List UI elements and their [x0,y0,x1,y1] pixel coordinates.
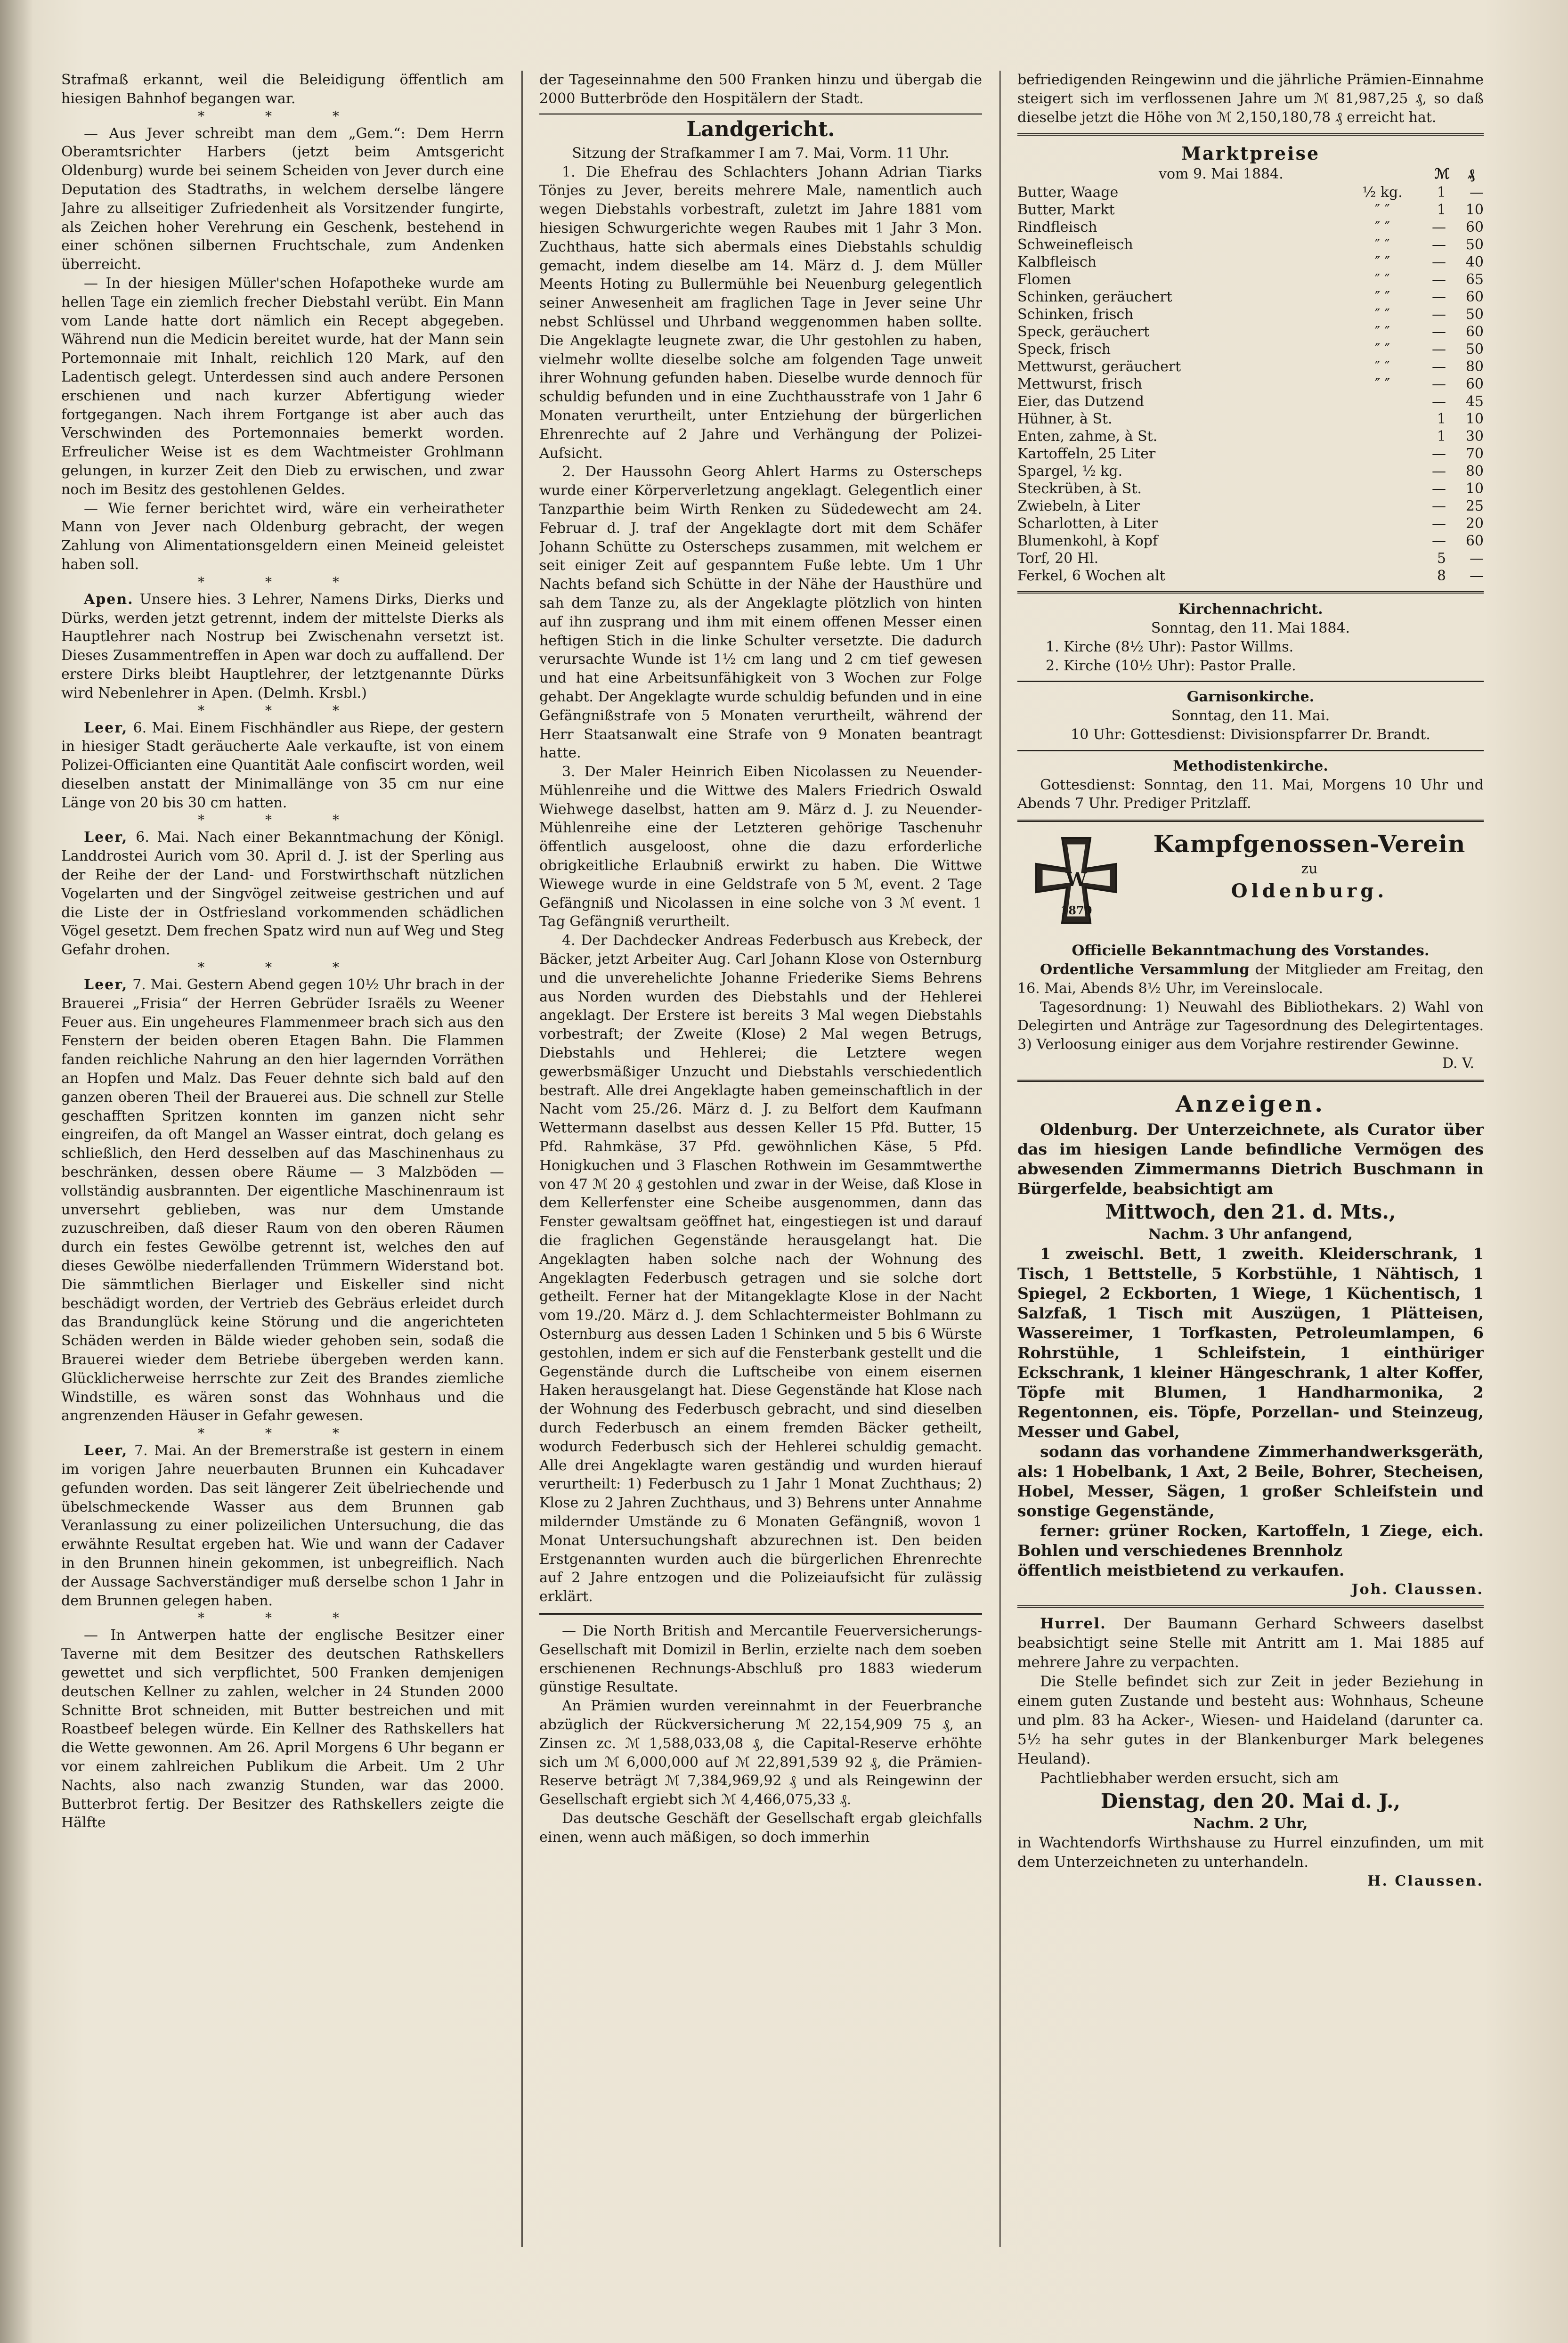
price-unit: ″ ″ [1375,358,1390,375]
column-rule [999,71,1001,2247]
pfennig-header: ₰ [1467,166,1475,183]
price-unit: ″ ″ [1375,376,1390,393]
price-mark: — [1432,498,1446,515]
price-unit: ″ ″ [1375,306,1390,323]
price-row [1017,532,1484,550]
price-item: Blumenkohl, à Kopf [1017,533,1158,550]
price-row [1017,375,1484,393]
article-leer-fire [61,976,504,1425]
price-row [1017,184,1484,201]
price-unit [1357,550,1408,567]
section-separator: * * * [198,108,367,124]
price-row [1017,253,1484,271]
insurance-article: — Die North British and Mercantile Feuerversicherungs-Gesellschaft mit Domizil in Berlin, erzielte nach dem soeben erschienenen Rechnungs-Abschluß pro 1883 wiederum günstige Resultate. [539,1622,982,1696]
section-separator: * * * [198,1610,367,1626]
article-leer-well [61,1441,504,1610]
price-pfennig: 45 [1465,393,1484,410]
cross-letter: W [1065,869,1087,891]
price-item: Speck, geräuchert [1017,324,1150,341]
price-item: Hühner, à St. [1017,411,1113,428]
price-item: Schweinefleisch [1017,236,1133,253]
price-pfennig: 60 [1465,533,1484,550]
price-row [1017,219,1484,236]
price-mark: — [1432,254,1446,271]
price-row [1017,393,1484,410]
price-mark: — [1432,324,1446,341]
price-pfennig: 50 [1465,236,1484,253]
price-item: Ferkel, 6 Wochen alt [1017,568,1165,585]
price-item: Steckrüben, à St. [1017,480,1142,497]
price-row [1017,288,1484,306]
ad2-text [1017,1614,1484,1672]
price-row [1017,323,1484,341]
iron-cross-icon [1017,829,1135,942]
methodist-title: Methodistenkirche. [1173,757,1328,774]
court-case-2: 2. Der Haussohn Georg Ahlert Harms zu Osterscheps wurde einer Körperverletzung angeklagt. Gelegentlich einer Tanzparthie beim Wirth Renken zu Südedewecht am 24. Februar d. J. traf der Angeklagte dort mit dem Schäfer Johann Schütte zu Osterscheps zusammen, mit welchem er seit einiger Zeit auf gespanntem Fuße lebte. Um 1 Uhr Nachts befand sich Schütte in der Nähe der Hausthüre und sah dem Tanze zu, als der Angeklagte plötzlich von hinten auf ihn zusprang und ihm mit einem offenen Messer einen heftigen Stich in die linke Schulter versetzte. Die dadurch verursachte Wunde ist 1½ cm lang und 2 cm tief gewesen und hat eine Arbeitsunfähigkeit von 3 Wochen zur Folge gehabt. Der Angeklagte wurde schuldig befunden und in eine Gefängnißstrafe von 5 Monaten verurtheilt, während der Herr Staatsanwalt eine Strafe von 9 Monaten beantragt hatte. [539,464,982,762]
article-text: Strafmaß erkannt, weil die Beleidigung öffentlich am hiesigen Bahnhof begangen war. [61,72,504,107]
price-item: Mettwurst, geräuchert [1017,358,1181,375]
price-row [1017,567,1484,585]
market-title: Marktpreise [1181,143,1320,164]
ad2-time: Nachm. 2 Uhr, [1193,1815,1308,1832]
price-row [1017,201,1484,219]
section-separator: * * * [198,1425,367,1441]
price-pfennig: 20 [1465,515,1484,532]
article-text: 6. Mai. Einem Fischhändler aus Riepe, der gestern in hiesiger Stadt geräucherte Aale verkaufte, ist von einem Polizei-Officianten eine Quantität Aale confiscirt worden, weil dieselben anstatt der Minimallänge von 35 cm nur eine Länge von 20 bis 30 cm hatten. [61,719,504,811]
price-mark: — [1432,480,1446,497]
source-note: (Delmh. Krsbl.) [257,684,367,701]
price-unit [1357,515,1408,532]
ad2-date: Dienstag, den 20. Mai d. J., [1100,1790,1401,1813]
court-case-3: 3. Der Maler Heinrich Eiben Nicolassen zu Neuender-Mühlenreihe und die Wittwe des Malers Friedrich Oswald Wiehwege daselbst, hatten am 9. März d. J. zu Neuender-Mühlenreihe eine der Letzteren gehörige Taschenuhr öffentlich ausgeloost, ohne die dazu erforderliche obrigkeitliche Erlaubniß erwirkt zu haben. Die Wittwe Wiewege wurde in eine Geldstrafe von 5 ℳ, event. 2 Tage Gefängniß und Nicolassen in eine solche von 3 ℳ event. 1 Tag Gefängniß verurtheilt. [539,764,982,930]
ad2-location: in Wachtendorfs Wirthshause zu Hurrel einzufinden, um mit dem Unterzeichneten zu unterhandeln. [1017,1834,1484,1871]
price-item: Flomen [1017,271,1071,288]
article-theft: — In der hiesigen Müller'schen Hofapotheke wurde am hellen Tage ein ziemlich frecher Diebstahl verübt. Ein Mann vom Lande hatte dort nämlich ein Recept abgegeben. Während nun die Medicin bereitet wurde, hat der Mann sein Portemonnaie mit Inhalt, reichlich 120 Mark, auf den Ladentisch gelegt. Unterdessen sind auch andere Personen erschienen und nach kurzer Abfertigung wieder fortgegangen. Nach ihrem Fortgange ist aber auch das Verschwinden des Portemonnaies bemerkt worden. Erfreulicher Weise ist es dem Wachtmeister Grohlmann gelungen, in kurzer Zeit den Dieb zu erwischen, und zwar noch im Besitz des gestohlenen Geldes. [61,275,504,498]
price-mark: — [1432,376,1446,393]
price-unit [1357,532,1408,550]
price-item: Mettwurst, frisch [1017,376,1143,393]
price-unit [1357,480,1408,497]
ads-title: Anzeigen. [1176,1090,1325,1117]
ad1-time: Nachm. 3 Uhr anfangend, [1148,1226,1353,1243]
price-item: Eier, das Dutzend [1017,393,1144,410]
currency-headers [1435,165,1484,184]
article-text: Unsere hies. 3 Lehrer, Namens Dirks, Dierks und Dürks, werden jetzt getrennt, indem der mittelste Dierks als Hauptlehrer nach Nostrup bei Zwischenahn versetzt ist. Dieses Zusammentreffen in Apen war doch zu auffallend. Der erstere Dirks bleibt Hauptlehrer, der letztgenannte Dürks wird Nebenlehrer in Apen. [61,591,504,701]
price-row [1017,341,1484,358]
price-item: Kartoffeln, 25 Liter [1017,446,1156,463]
club-zu: zu [1301,861,1318,878]
price-mark: — [1432,306,1446,323]
ad1-more: ferner: grüner Rocken, Kartoffeln, 1 Ziege, eich. Bohlen und verschiedenes Brennholz [1017,1521,1484,1560]
divider [1017,1605,1484,1608]
price-pfennig: 10 [1465,202,1484,219]
article-leer-eels [61,719,504,813]
divider [1017,681,1484,682]
price-item: Speck, frisch [1017,341,1111,358]
ad1-end: öffentlich meistbietend zu verkaufen. [1017,1561,1345,1579]
price-mark: 1 [1437,411,1446,428]
price-mark: — [1432,341,1446,358]
article-text: befriedigenden Reingewinn und die jährliche Prämien-Einnahme steigert sich im verflossenen Jahre um ℳ 81,987,25 ₰, so daß dieselbe jetzt die Höhe von ℳ 2,150,180,78 ₰ erreicht hat. [1017,72,1484,126]
price-unit: ″ ″ [1375,236,1390,253]
ad2-invite: Pachtliebhaber werden ersucht, sich am [1040,1770,1339,1787]
price-row [1017,236,1484,253]
price-pfennig: 80 [1465,358,1484,375]
article-text: 7. Mai. An der Bremerstraße ist gestern in einem im vorigen Jahre neuerbauten Brunnen ein Kuhcadaver gefunden worden. Das seit längerer Zeit übelriechende und übelschmeckende Wasser aus dem Brunnen gab Veranlassung zu einer polizeilichen Untersuchung, die das erwähnte Resultat ergeben hat. Wie und wann der Cadaver in den Brunnen hinein gekommen, ist unbegreiflich. Nach der Aussage Sachverständiger muß derselbe schon 1 Jahr in dem Brunnen gelegen haben. [61,1442,504,1609]
section-heading: Landgericht. [539,113,982,144]
column-3 [1017,71,1484,2332]
club-signature: D. V. [1442,1055,1474,1072]
price-pfennig: 10 [1465,411,1484,428]
price-row [1017,515,1484,532]
price-item: Butter, Markt [1017,202,1115,219]
price-unit [1357,463,1408,480]
church-title: Kirchennachricht. [1178,601,1323,618]
price-mark: — [1432,446,1446,463]
dateline: Leer, [84,719,128,736]
ad1-tools: sodann das vorhandene Zimmerhandwerksgeräth, als: 1 Hobelbank, 1 Axt, 2 Beile, Bohrer, Stecheisen, Hobel, Messer, Sägen, 1 großer Schleifstein und sonstige Gegenstände, [1017,1442,1484,1520]
article-text: 6. Mai. Nach einer Bekanntmachung der Königl. Landdrostei Aurich vom 30. April d. J. ist der Sperling aus der Reihe der der Land- und Forstwirthschaft nützlichen Vogelarten und der Singvögel zeitweise gestrichen und auf die Liste der in Ostfriesland vorkommenden schädlichen Vögel gesetzt. Dem frechen Spatz wird nun auf Weg und Steg Gefahr drohen. [61,829,504,959]
price-mark: 5 [1437,550,1446,567]
price-pfennig: 60 [1465,324,1484,341]
club-title: Kampfgenossen-Verein [1153,830,1466,858]
ad2-body: Der Baumann Gerhard Schweers daselbst beabsichtigt seine Stelle mit Antritt am 1. Mai 1885 auf mehrere Jahre zu verpachten. [1017,1615,1484,1671]
market-price-table [1017,184,1484,585]
ad1-signature: Joh. Claussen. [1351,1581,1484,1598]
price-pfennig: 40 [1465,254,1484,271]
price-unit: ½ kg. [1362,184,1403,201]
methodist-text: Gottesdienst: Sonntag, den 11. Mai, Morgens 10 Uhr und Abends 7 Uhr. Prediger Pritzlaff. [1017,776,1484,812]
dateline: Apen. [84,591,134,608]
price-unit: ″ ″ [1375,254,1390,271]
price-mark: 1 [1437,184,1446,201]
divider [1017,820,1484,822]
price-pfennig: 80 [1465,463,1484,480]
club-meeting-text: der Mitglieder am Freitag, den 16. Mai, Abends 8½ Uhr, im Vereinslocale. [1017,961,1484,997]
garrison-service: 10 Uhr: Gottesdienst: Divisionspfarrer Dr. Brandt. [1071,726,1430,743]
price-item: Enten, zahme, à St. [1017,428,1158,445]
price-row [1017,306,1484,323]
article-text: 7. Mai. Gestern Abend gegen 10½ Uhr brach in der Brauerei „Frisia“ der Herren Gebrüder Israëls zu Weener Feuer aus. Ein ungeheures Flammenmeer brach sich aus den Fenstern der beiden oberen Etagen Bahn. Die Flammen fanden reichliche Nahrung an den hier lagernden Vorräthen an Hopfen und Malz. Das Feuer dehnte sich bald auf den ganzen oberen Theil der Brauerei aus. Die schnell zur Stelle geschafften Spritzen konnten im ganzen nicht sehr eingreifen, da oft Mangel an Wasser eintrat, doch gelang es schließlich, den Herd desselben auf das Maschinenhaus zu beschränken, dessen obere Räume — 3 Malzböden — vollständig ausbrannten. Der eigentliche Maschinenraum ist unversehrt geblieben, was nur dem Umstande zuzuschreiben, daß dieser Raum von den oberen Räumen durch ein festes Gewölbe getrennt ist, welches den auf dieses Gewölbe niederfallenden Trümmern Widerstand bot. Die sämmtlichen Bierlager und Eiskeller sind nicht beschädigt worden, der Vertrieb des Gebräus erleidet durch das Brandunglück keine Störung und die angerichteten Schäden werden in Bälde wieder gehoben sein, sodaß die Brauerei wieder dem Betriebe übergeben werden kann. Glücklicherweise herrschte zur Zeit des Brandes ziemliche Windstille, es wären sonst das Wohnhaus und die angrenzenden Häuser in Gefahr gewesen. [61,976,504,1424]
cross-year: 1870 [1060,903,1092,918]
price-item: Schinken, geräuchert [1017,289,1172,306]
price-item: Torf, 20 Hl. [1017,550,1099,567]
price-pfennig: 65 [1465,271,1484,288]
column-1 [61,71,504,2332]
court-case-1: 1. Die Ehefrau des Schlachters Johann Adrian Tiarks Tönjes zu Jever, bereits mehrere Male, namentlich auch wegen Diebstahls vorbestraft, zuletzt im Jahre 1881 vom hiesigen Schwurgerichte wegen Raubes mit 1 Jahr 3 Mon. Zuchthaus, hatte sich abermals eines Diebstahls schuldig gemacht, indem dieselbe am 14. März d. J. dem Müller Meents Hoting zu Bullermühle bei Neuenburg gelegentlich seiner Anwesenheit am fraglichen Tage in Jever seine Uhr nebst Schlüssel und Uhrband weggenommen haben sollte. Die Angeklagte leugnete zwar, die Uhr gestohlen zu haben, vielmehr wollte dieselbe solche am folgenden Tage unweit ihrer Wohnung gefunden haben. Dieselbe wurde dennoch für schuldig befunden und in eine Zuchthausstrafe von 1 Jahr 6 Monaten verurtheilt, unter Entziehung der bürgerlichen Ehrenrechte auf 2 Jahre und Verhängung der Polizei-Aufsicht. [539,163,982,462]
price-unit: ″ ″ [1375,341,1390,358]
price-mark: — [1432,515,1446,532]
price-pfennig: 10 [1465,480,1484,497]
mark-header: ℳ [1434,166,1450,183]
price-item: Kalbfleisch [1017,254,1097,271]
price-row [1017,550,1484,567]
section-separator: * * * [198,812,367,828]
price-unit [1357,393,1408,410]
divider [539,1613,982,1615]
price-item: Zwiebeln, à Liter [1017,498,1140,515]
garrison-date: Sonntag, den 11. Mai. [1171,708,1330,724]
article-perjury: — Wie ferner berichtet wird, wäre ein verheiratheter Mann von Jever nach Oldenburg gebracht, der wegen Zahlung von Alimentationsgeldern einen Meineid geleistet haben soll. [61,500,504,573]
club-agenda: Tagesordnung: 1) Neuwahl des Bibliothekars. 2) Wahl von Delegirten und Anträge zur Tagesordnung des Delegirtentages. 3) Verloosung einiger aus dem Vorjahre restirender Gewinne. [1017,999,1484,1053]
insurance-figures: An Prämien wurden vereinnahmt in der Feuerbranche abzüglich der Rückversicherung ℳ 22,154,909 75 ₰, an Zinsen zc. ℳ 1,588,033,08 ₰, die Capital-Reserve erhöhte sich um ℳ 6,000,000 auf ℳ 22,891,539 92 ₰, die Prämien-Reserve beträgt ℳ 7,384,969,92 ₰ und als Reingewinn der Gesellschaft ergiebt sich ℳ 4,466,075,33 ₰. [539,1698,982,1808]
price-mark: — [1432,219,1446,236]
price-item: Scharlotten, à Liter [1017,515,1158,532]
ad2-signature: H. Claussen. [1367,1873,1484,1890]
price-unit [1357,445,1408,463]
price-mark: — [1432,463,1446,480]
insurance-german-business: Das deutsche Geschäft der Gesellschaft ergab gleichfalls einen, wenn auch mäßigen, so doch immerhin [539,1810,982,1846]
price-pfennig: 50 [1465,306,1484,323]
article-leer-sparrow [61,828,504,960]
price-pfennig: 25 [1465,498,1484,515]
club-notice-sub: Officielle Bekanntmachung des Vorstandes. [1072,942,1430,960]
price-item: Rindfleisch [1017,219,1097,236]
dateline: Leer, [84,976,128,993]
price-unit: ″ ″ [1375,219,1390,236]
price-unit: ″ ″ [1375,324,1390,341]
price-pfennig: 60 [1465,376,1484,393]
article-jever: — Aus Jever schreibt man dem „Gem.“: Dem Herrn Oberamtsrichter Harbers (jetzt beim Amtsgericht Oldenburg) wurde bei seinem Scheiden von Jever durch eine Deputation des Stadtraths, in welchem derselbe längere Jahre zu allseitiger Zufriedenheit als Vorsitzender fungirte, als Zeichen hoher Verehrung ein Geschenk, bestehend in einer schönen silbernen Fruchtschale, zum Andenken überreicht. [61,125,504,273]
price-unit: ″ ″ [1375,271,1390,288]
price-pfennig: 60 [1465,289,1484,306]
price-row [1017,480,1484,497]
club-meeting-title: Ordentliche Versammlung [1040,961,1250,978]
price-item: Schinken, frisch [1017,306,1134,323]
price-row [1017,463,1484,480]
price-item: Butter, Waage [1017,184,1119,201]
divider [1017,591,1484,594]
price-row [1017,271,1484,288]
market-header [1017,165,1484,184]
price-pfennig: — [1470,550,1484,567]
price-mark: — [1432,289,1446,306]
ad1-items: 1 zweischl. Bett, 1 zweith. Kleiderschrank, 1 Tisch, 1 Bettstelle, 5 Korbstühle, 1 Nähtisch, 1 Spiegel, 2 Eckborten, 1 Wiege, 1 Küchentisch, 1 Salzfaß, 1 Tisch mit Auszügen, 1 Plätteisen, Wassereimer, 1 Torfkasten, Petroleumlampen, 6 Rohrstühle, 1 Schleifstein, 1 einthüriger Eckschrank, 1 kleiner Hängeschrank, 1 alter Koffer, Töpfe mit Blumen, 1 Handharmonika, 2 Regentonnen, eis. Töpfe, Porzellan- und Steinzeug, Messer und Gabel, [1017,1244,1484,1441]
divider [1017,1080,1484,1082]
price-mark: — [1432,236,1446,253]
church-service-1: 1. Kirche (8½ Uhr): Pastor Willms. [1046,638,1294,655]
price-mark: — [1432,358,1446,375]
price-unit [1357,567,1408,585]
ad1-lead: Oldenburg. Der Unterzeichnete, als Curator über das im hiesigen Lande befindliche Vermögen des abwesenden Zimmermanns Dietrich Buschmann in Bürgerfelde, beabsichtigt am [1017,1120,1484,1198]
dateline: Leer, [84,829,128,846]
price-unit [1357,428,1408,445]
session-line: Sitzung der Strafkammer I am 7. Mai, Vorm. 11 Uhr. [572,145,950,162]
price-unit: ″ ″ [1375,202,1390,219]
price-mark: — [1432,533,1446,550]
price-pfennig: — [1470,568,1484,585]
column-rule [521,71,523,2247]
price-pfennig: 30 [1465,428,1484,445]
price-item: Spargel, ½ kg. [1017,463,1123,480]
price-pfennig: 50 [1465,341,1484,358]
price-row [1017,445,1484,463]
price-pfennig: 60 [1465,219,1484,236]
ad2-dateline: Hurrel. [1040,1615,1106,1633]
price-unit [1357,410,1408,428]
price-row [1017,410,1484,428]
price-pfennig: — [1470,184,1484,201]
section-separator: * * * [198,960,367,976]
price-unit [1357,497,1408,515]
section-separator: * * * [198,574,367,590]
article-apen [61,590,504,703]
church-date: Sonntag, den 11. Mai 1884. [1151,619,1350,636]
ad2-description: Die Stelle befindet sich zur Zeit in jeder Beziehung in einem guten Zustande und besteht aus: Wohnhaus, Scheune und plm. 83 ha Acker-, Wiesen- und Haideland (darunter ca. 5½ ha sehr gutes in der Blankenburger Mark belegenes Heuland). [1017,1673,1484,1768]
column-2 [539,71,982,2332]
ad1-date: Mittwoch, den 21. d. Mts., [1105,1200,1396,1223]
price-row [1017,497,1484,515]
price-mark: 8 [1437,568,1446,585]
divider [1017,750,1484,751]
price-mark: 1 [1437,202,1446,219]
divider [1017,133,1484,136]
price-row [1017,358,1484,375]
market-date: vom 9. Mai 1884. [1159,166,1284,183]
price-mark: — [1432,393,1446,410]
garrison-title: Garnisonkirche. [1186,689,1315,706]
article-text: der Tageseinnahme den 500 Franken hinzu und übergab die 2000 Butterbröde den Hospitälern der Stadt. [539,72,982,107]
section-separator: * * * [198,702,367,718]
court-case-4: 4. Der Dachdecker Andreas Federbusch aus Krebeck, der Bäcker, jetzt Arbeiter Aug. Carl Johann Klose von Osternburg und die unverehelichte Johanne Friederike Siems Behrens aus Norden wurden des Diebstahls und der Hehlerei angeklagt. Der Erstere ist bereits 3 Mal wegen Diebstahls vorbestraft; der Zweite (Klose) 2 Mal wegen Betrugs, Diebstahls und Hehlerei; die Letztere wegen gewerbsmäßiger Unzucht und Diebstahls verschiedentlich bestraft. Alle drei Angeklagte haben gemeinschaftlich in der Nacht vom 25./26. März d. J. zu Belfort dem Kaufmann Wettermann daselbst aus dessen Keller 15 Pfd. Butter, 15 Pfd. Rahmkäse, 37 Pfd. gewöhnlichen Käse, 5 Pfd. Honigkuchen und 3 Flaschen Rothwein im Gesammtwerthe von 47 ℳ 20 ₰ gestohlen und zwar in der Weise, daß Klose in dem Kellerfenster eine Scheibe ausgenommen, dann das Fenster gewaltsam geöffnet hat, eingestiegen ist und darauf die fraglichen Gegenstände herausgelangt hat. Die Angeklagten haben solche nach der Wohnung des Angeklagten Federbusch getragen und sie solche dort getheilt. Ferner hat der Mitangeklagte Klose in der Nacht vom 19./20. März d. J. dem Schlachtermeister Bohlmann zu Osternburg aus dessen Laden 1 Schinken und 5 bis 6 Würste gestohlen, indem er sich auf die Fensterbank gestellt und die Gegenstände durch die Luftscheibe von einem eisernen Haken herausgelangt hat. Diese Gegenstände hat Klose nach der Wohnung des Federbusch gebracht, und sind dieselben durch Federbusch an einem fremden Bäcker getheilt, wodurch Federbusch sich der Hehlerei schuldig gemacht. Alle drei Angeklagte waren geständig und wurden hierauf verurtheilt: 1) Federbusch zu 1 Jahr 1 Monat Zuchthaus; 2) Klose zu 2 Jahren Zuchthaus, und 3) Behrens unter Annahme mildernder Umstände zu 6 Monaten Gefängniß, wovon 1 Monat Untersuchungshaft abzurechnen ist. Den beiden Erstgenannten wurden auch die bürgerlichen Ehrenrechte auf 2 Jahre entzogen und die Polizeiaufsicht für zulässig erklärt. [539,932,982,1605]
club-city: Oldenburg. [1231,879,1388,902]
price-mark: 1 [1437,428,1446,445]
club-meeting [1017,960,1484,998]
dateline: Leer, [84,1442,128,1459]
price-pfennig: 70 [1465,446,1484,463]
price-mark: — [1432,271,1446,288]
article-antwerp: — In Antwerpen hatte der englische Besitzer einer Taverne mit dem Besitzer des deutschen Rathskellers gewettet und sich verpflichtet, 500 Franken demjenigen deutschen Kellner zu zahlen, welcher in 24 Stunden 2000 Schnitte Brot schneiden, mit Butter bestreichen und mit Roastbeef belegen würde. Ein Kellner des Rathskellers hat die Wette gewonnen. Am 26. April Morgens 6 Uhr begann er vor einem zahlreichen Publikum die Arbeit. Um 2 Uhr Nachts, also nach zwanzig Stunden, war das 2000. Butterbrot fertig. Der Besitzer des Rathskellers zeigte die Hälfte [61,1627,504,1831]
price-unit: ″ ″ [1375,289,1390,306]
book-spine-shadow [0,0,33,2343]
price-row [1017,428,1484,445]
church-service-2: 2. Kirche (10½ Uhr): Pastor Pralle. [1046,657,1296,674]
club-notice-header [1017,829,1484,942]
